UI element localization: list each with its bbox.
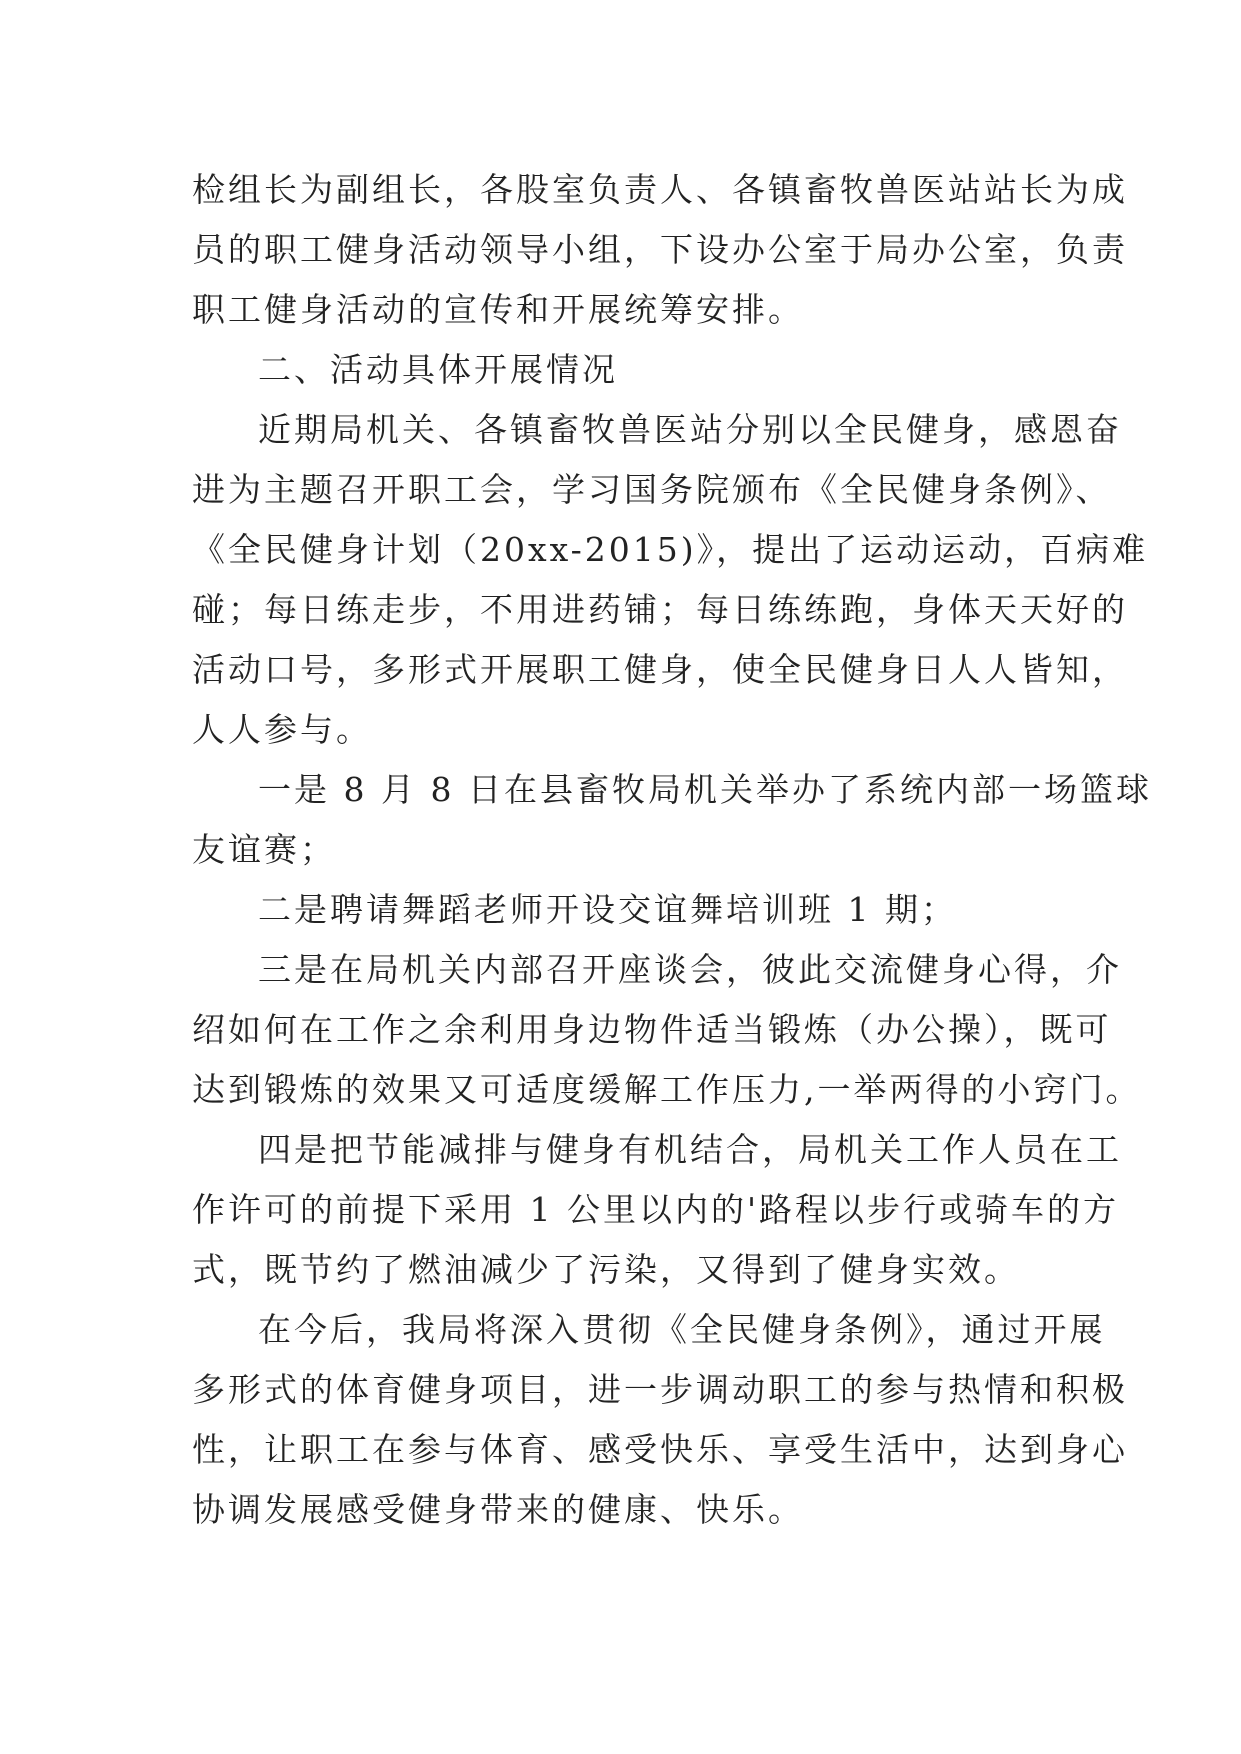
text-line: 达到锻炼的效果又可适度缓解工作压力,一举两得的小窍门。 — [192, 1070, 1142, 1109]
text-line: 在今后，我局将深入贯彻《全民健身条例》，通过开展 — [258, 1310, 1106, 1349]
text-line: 三是在局机关内部召开座谈会，彼此交流健身心得，介 — [258, 950, 1122, 989]
text-line: 碰；每日练走步，不用进药铺；每日练练跑，身体天天好的 — [192, 590, 1128, 629]
text-line: 友谊赛； — [192, 830, 336, 869]
text-line: 作许可的前提下采用 1 公里以内的'路程以步行或骑车的方 — [192, 1190, 1120, 1229]
text-line: 员的职工健身活动领导小组，下设办公室于局办公室，负责 — [192, 230, 1128, 269]
text-line: 职工健身活动的宣传和开展统筹安排。 — [192, 290, 804, 329]
text-line: 进为主题召开职工会，学习国务院颁布《全民健身条例》、 — [192, 470, 1112, 509]
text-line: 二是聘请舞蹈老师开设交谊舞培训班 1 期； — [258, 890, 957, 929]
document-body — [192, 160, 1152, 1540]
section-heading: 二、活动具体开展情况 — [258, 350, 618, 389]
text-line: 活动口号，多形式开展职工健身，使全民健身日人人皆知， — [192, 650, 1128, 689]
text-line: 《全民健身计划（20xx-2015)》，提出了运动运动，百病难 — [192, 530, 1149, 569]
text-line: 绍如何在工作之余利用身边物件适当锻炼（办公操），既可 — [192, 1010, 1112, 1049]
text-line: 多形式的体育健身项目，进一步调动职工的参与热情和积极 — [192, 1370, 1128, 1409]
text-line: 式，既节约了燃油减少了污染，又得到了健身实效。 — [192, 1250, 1020, 1289]
text-line: 一是 8 月 8 日在县畜牧局机关举办了系统内部一场篮球 — [258, 770, 1152, 809]
text-line: 协调发展感受健身带来的健康、快乐。 — [192, 1490, 804, 1529]
text-line: 近期局机关、各镇畜牧兽医站分别以全民健身，感恩奋 — [258, 410, 1122, 449]
text-line: 人人参与。 — [192, 710, 372, 749]
text-line: 性，让职工在参与体育、感受快乐、享受生活中，达到身心 — [192, 1430, 1128, 1469]
text-line: 检组长为副组长，各股室负责人、各镇畜牧兽医站站长为成 — [192, 170, 1128, 209]
text-line: 四是把节能减排与健身有机结合，局机关工作人员在工 — [258, 1130, 1122, 1169]
